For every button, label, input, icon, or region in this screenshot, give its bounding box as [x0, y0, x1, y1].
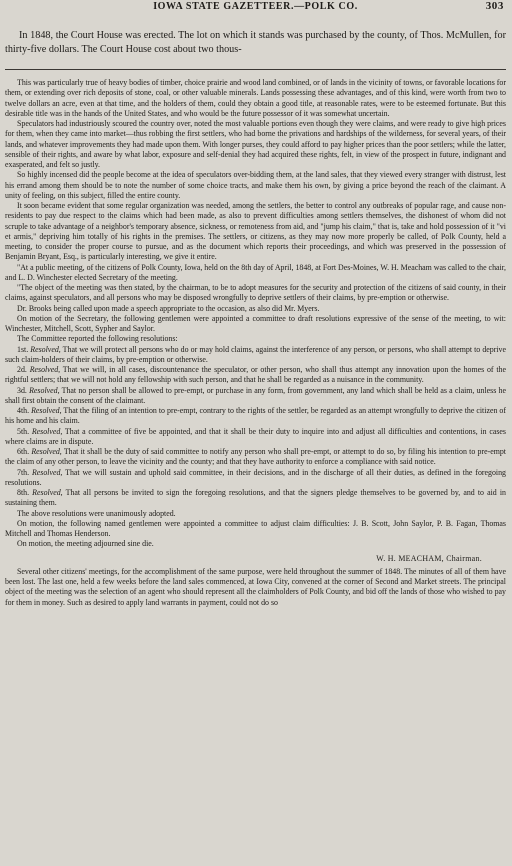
body-paragraph: "The object of the meeting was then stated, by the chairman, to be to adopt measures for the security and protection of the citizens of said county, in their claims, against speculators, and all persons who may be disposed wrongfully to deprive settlers of their claims, by pre-emption or otherwise.	[5, 283, 506, 303]
resolution-item	[5, 427, 506, 448]
resolution-keyword: Resolved	[29, 365, 59, 374]
running-title: IOWA STATE GAZETTEER.—POLK CO.	[153, 1, 358, 12]
resolution-text: , That we will protect all persons who do or may hold claims, against the interference of any person, or persons, who shall attempt to deprive such claim-holders of their claims, by pre-emption or otherwise.	[5, 344, 506, 364]
resolution-text: , That all persons be invited to sign the foregoing resolutions, and that the signers pledge themselves to be governed by, and to aid in sustaining them.	[5, 488, 506, 508]
closing-paragraph: The above resolutions were unanimously adopted.	[17, 508, 176, 518]
resolution-item	[5, 365, 506, 386]
resolution-text: , That the filing of an intention to pre-empt, contrary to the rights of the settler, be regarded as an attempt wrongfully to deprive the citizen of his home and his claim.	[5, 406, 506, 426]
resolution-keyword: Resolved	[31, 406, 60, 415]
resolution-text: , That a committee of five be appointed, and that it shall be their duty to inquire into and adjust all difficulties and contentions, in cases where claims are in dispute.	[5, 426, 506, 446]
closing-paragraph: On motion, the following named gentlemen were appointed a committee to adjust claim difficulties: J. B. Scott, John Saylor, P. B. Fagan, Thomas Mitchell and Thomas Henderson.	[5, 518, 506, 538]
resolution-keyword: Resolved	[31, 467, 61, 477]
body-paragraph: This was particularly true of heavy bodies of timber, choice prairie and wood land combined, or of lands in the vicinity of towns, or favorable locations for them, or extending over rich deposits of stone, coal, or other valuable minerals. Lands possessing these advantages, and of this kind, were worth from two to twelve dollars an acre, even at that time, and the holders of them, could they obtain a good title, at reasonable rates, were to be esteemed fortunate. But this desirable title was in the hands of the United States, and who would be the future possessor of it was somewhat uncertain.	[5, 78, 506, 118]
resolution-number: 8th.	[17, 488, 30, 497]
chairman-signature: W. H. MEACHAM, Chairman.	[376, 553, 482, 563]
resolution-item	[5, 468, 506, 489]
resolution-number: 2d.	[17, 365, 27, 374]
resolution-keyword: Resolved	[32, 488, 61, 497]
resolution-number: 7th.	[17, 467, 30, 477]
lead-text: In 1848, the Court House was erected. The lot on which it stands was purchased by the county, of Thos. McMullen, for thirty-five dollars. The Court House cost about two thous-	[5, 30, 506, 55]
resolution-item	[5, 488, 506, 509]
running-header	[5, 0, 506, 15]
body-paragraph: It soon became evident that some regular organization was needed, among the settlers, the better to control any outbreaks of popular rage, and cause non-residents to pay due respect to the claims which had been made, as also to prevent difficulties among settlers themselves, the dishonest of whom did not scruple to take advantage of a neighbor's temporary absence, sickness, or remoteness from aid, and "jump his claim," that is, take and hold possession of it "vi et armis," depriving him totally of his rights in the premises. The settlers, or citizens, as they may now more properly be called, of Polk County, held a meeting, to consider the proper course to pursue, and as the document which reports their proceedings, and which was preserved in the possession of Benjamin Bryant, Esq., is particularly interesting, we give it entire.	[5, 201, 506, 262]
body-paragraph: The Committee reported the following resolutions:	[17, 334, 178, 344]
resolution-text: , That no person shall be allowed to pre-empt, or purchase in any form, from government, any land which shall be held as a claim, unless he shall first obtain the consent of the claimant.	[5, 385, 506, 405]
page-number: 303	[485, 0, 504, 12]
resolution-text: , That we will sustain and uphold said committee, in their decisions, and in the discharge of all their duties, as defined in the foregoing resolutions.	[5, 467, 506, 487]
section-divider	[5, 69, 506, 70]
resolution-keyword: Resolved	[31, 447, 60, 456]
final-paragraph: Several other citizens' meetings, for the accomplishment of the same purpose, were held throughout the summer of 1848. The minutes of all of them have been lost. The last one, held a few weeks before the land sales commenced, at Iowa City, convened at the corner of Second and Market streets. The principal object of the meeting was the selection of an agent who should represent all the claimholders of Polk County, and bid off the lands of those who wished to pay for them in money. Such as desired to apply land warrants in payment, could not do so	[5, 566, 506, 607]
resolution-keyword: Resolved	[29, 385, 58, 395]
resolution-number: 3d.	[17, 385, 27, 395]
resolution-item	[5, 386, 506, 407]
resolution-keyword: Resolved	[30, 344, 59, 354]
resolution-keyword: Resolved	[31, 426, 61, 436]
article-body	[5, 78, 506, 608]
resolution-number: 6th.	[17, 447, 30, 456]
closing-paragraph: On motion, the meeting adjourned sine die.	[17, 539, 154, 549]
body-paragraph: So highly incensed did the people become at the idea of speculators over-bidding them, at the land sales, that they viewed every stranger with distrust, lest his errand among them should be to note the number of some choice tracts, and make them his own, by giving a price beyond the reach of the claimant. A unity of feeling, on this subject, filled the entire county.	[5, 170, 506, 200]
resolution-item	[5, 406, 506, 427]
body-paragraph: Dr. Brooks being called upon made a speech appropriate to the occasion, as also did Mr. Myers.	[17, 303, 320, 313]
body-paragraph: "At a public meeting, of the citizens of Polk County, Iowa, held on the 8th day of April, 1848, at Fort Des-Moines, W. H. Meacham was called to the chair, and L. D. Winchester elected Secretary of the meeting.	[5, 262, 506, 282]
resolution-item	[5, 345, 506, 366]
resolution-number: 4th.	[17, 406, 30, 415]
lead-paragraph	[5, 29, 506, 57]
resolution-text: , That it shall be the duty of said committee to notify any person who shall pre-empt, or attempt to do so, by filing his intention to pre-empt the claim of any other person, to leave the vicinity and the county; and that they have authority to enforce a compliance with said notice.	[5, 447, 506, 467]
resolution-item	[5, 447, 506, 468]
body-paragraph: On motion of the Secretary, the following gentlemen were appointed a committee to draft resolutions expressive of the sense of the meeting, to wit: Winchester, Mitchell, Scott, Sypher and Saylor.	[5, 313, 506, 333]
resolution-number: 5th.	[17, 426, 30, 436]
resolution-text: , That we will, in all cases, discountenance the speculator, or other person, who shall thus attempt any innovation upon the homes of the rightful settlers; that we will not hold any fellowship with such person, and that he shall be regarded as a nuisance in the community.	[5, 365, 506, 385]
resolution-number: 1st.	[17, 344, 29, 354]
body-paragraph: Speculators had industriously scoured the country over, noted the most valuable portions even though they were claims, and were ready to give high prices for them, when they came into market—thus robbing the first settlers, who had borne the privations and hardships of the wilderness, for several years, of their lands, and whatever improvements they had made upon them. With longer purses, they could afford to pay higher prices than the poor settlers; while the latter, sensible of their rights, and aware by what labor, exposure and self-denial they had acquired these rights, felt, in view of the prospect in future, indignant and exasperated, and felt so justly.	[5, 119, 506, 169]
